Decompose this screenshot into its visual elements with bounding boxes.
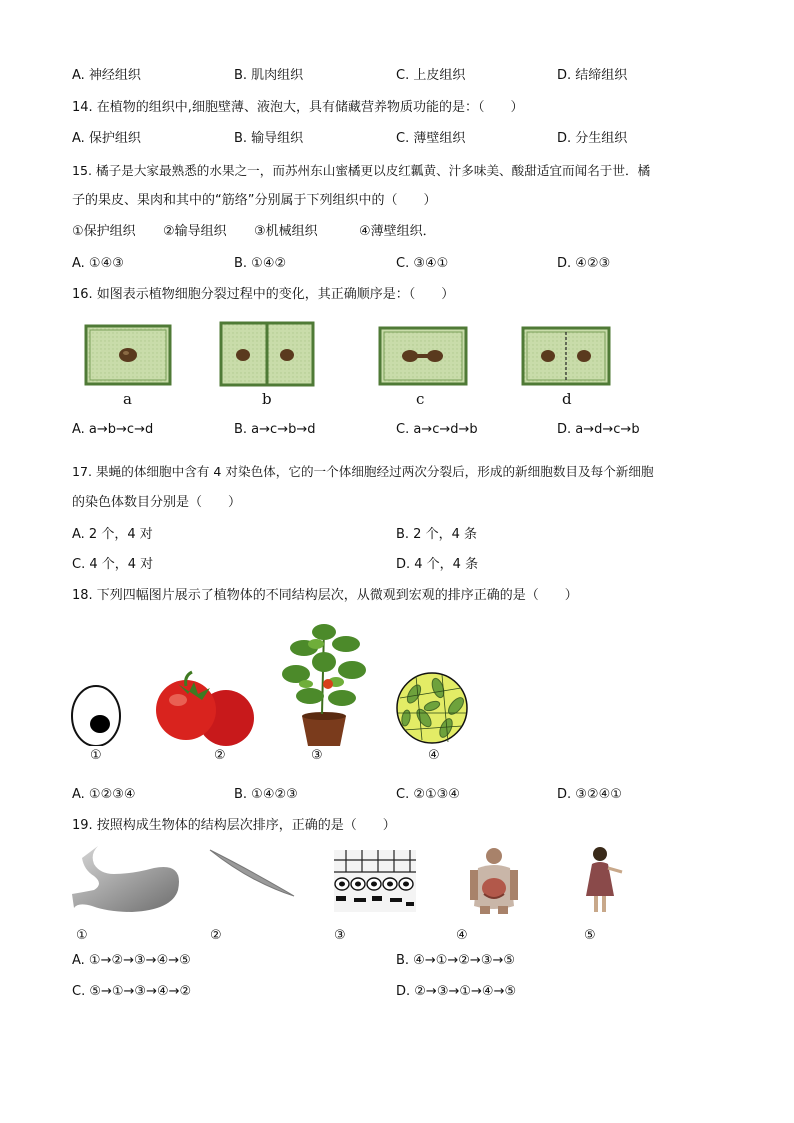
q14-stem: 14. 在植物的组织中,细胞壁薄、液泡大，具有储藏营养物质功能的是：（ ）	[72, 100, 524, 115]
figure-label-a: a	[123, 390, 132, 408]
q13-option-c: C. 上皮组织	[396, 68, 466, 83]
girl-icon	[586, 847, 622, 912]
q15-choice-1: ①保护组织	[72, 224, 136, 239]
figure-label-b: b	[262, 390, 272, 408]
q17-option-c: C. 4 个，4 对	[72, 557, 154, 572]
q14-option-d: D. 分生组织	[557, 131, 628, 146]
q18-option-c: C. ②①③④	[396, 787, 460, 802]
q17-option-b: B. 2 个，4 条	[396, 527, 477, 542]
q18-option-d: D. ③②④①	[557, 787, 622, 802]
figure-label-d: d	[562, 390, 572, 408]
figure-label-4: ④	[428, 748, 440, 763]
q15-stem-line2: 子的果皮、果肉和其中的“筋络”分别属于下列组织中的（ ）	[72, 193, 437, 208]
q14-option-a: A. 保护组织	[72, 131, 141, 146]
q16-stem: 16. 如图表示植物细胞分裂过程中的变化，其正确顺序是：（ ）	[72, 287, 455, 302]
q13-option-a: A. 神经组织	[72, 68, 141, 83]
q16-option-c: C. a→c→d→b	[396, 422, 478, 437]
figure-label-1: ①	[90, 748, 102, 763]
q15-option-d: D. ④②③	[557, 256, 611, 271]
q19-stem: 19. 按照构成生物体的结构层次排序，正确的是（ ）	[72, 818, 396, 833]
q15-choice-4: ④薄壁组织．	[359, 224, 436, 239]
tomato-icon	[156, 672, 254, 746]
muscle-cell-icon	[210, 850, 294, 896]
q14-option-b: B. 输导组织	[234, 131, 304, 146]
q18-option-a: A. ①②③④	[72, 787, 136, 802]
q15-choice-3: ③机械组织	[254, 224, 318, 239]
q17-stem-line2: 的染色体数目分别是（ ）	[72, 495, 242, 510]
body-levels-figure	[70, 840, 630, 920]
body-label-4: ④	[456, 928, 468, 942]
tissue-icon	[334, 850, 416, 912]
q15-choice-2: ②输导组织	[163, 224, 227, 239]
q17-option-d: D. 4 个，4 条	[396, 557, 479, 572]
tissue-icon	[397, 673, 467, 743]
body-label-3: ③	[334, 928, 346, 942]
figure-label-2: ②	[214, 748, 226, 763]
potted-plant-icon	[282, 624, 366, 746]
plant-levels-figure	[66, 618, 486, 746]
figure-label-c: c	[416, 390, 425, 408]
figure-label-3: ③	[311, 748, 323, 763]
q15-option-a: A. ①④③	[72, 256, 124, 271]
cell-a	[86, 326, 170, 384]
cell-d	[523, 328, 609, 384]
digestive-system-icon	[470, 848, 518, 914]
q15-option-c: C. ③④①	[396, 256, 449, 271]
body-label-2: ②	[210, 928, 222, 942]
q17-option-a: A. 2 个，4 对	[72, 527, 153, 542]
q18-stem: 18. 下列四幅图片展示了植物体的不同结构层次，从微观到宏观的排序正确的是（ ）	[72, 588, 578, 603]
q14-option-c: C. 薄壁组织	[396, 131, 466, 146]
q15-option-b: B. ①④②	[234, 256, 287, 271]
body-label-5: ⑤	[584, 928, 596, 942]
q15-stem-line1: 15. 橘子是大家最熟悉的水果之一，而苏州东山蜜橘更以皮红瓤黄、汁多味美、酸甜适宜而闻名于世．橘	[72, 163, 651, 178]
stomach-icon	[72, 846, 179, 912]
q19-option-c: C. ⑤→①→③→④→②	[72, 984, 192, 999]
cell-division-figure	[80, 320, 620, 392]
q19-option-a: A. ①→②→③→④→⑤	[72, 953, 191, 968]
body-label-1: ①	[76, 928, 88, 942]
q16-option-d: D. a→d→c→b	[557, 422, 640, 437]
cell-c	[380, 328, 466, 384]
q13-option-d: D. 结缔组织	[557, 68, 628, 83]
q13-option-b: B. 肌肉组织	[234, 68, 304, 83]
q16-option-b: B. a→c→b→d	[234, 422, 316, 437]
q18-option-b: B. ①④②③	[234, 787, 298, 802]
q16-option-a: A. a→b→c→d	[72, 422, 154, 437]
cell-b	[221, 323, 313, 385]
q17-stem-line1: 17. 果蝇的体细胞中含有 4 对染色体，它的一个体细胞经过两次分裂后，形成的新细胞数目及每个新细胞	[72, 464, 654, 479]
cell-icon	[72, 686, 120, 746]
q19-option-d: D. ②→③→①→④→⑤	[396, 984, 517, 999]
q19-option-b: B. ④→①→②→③→⑤	[396, 953, 516, 968]
